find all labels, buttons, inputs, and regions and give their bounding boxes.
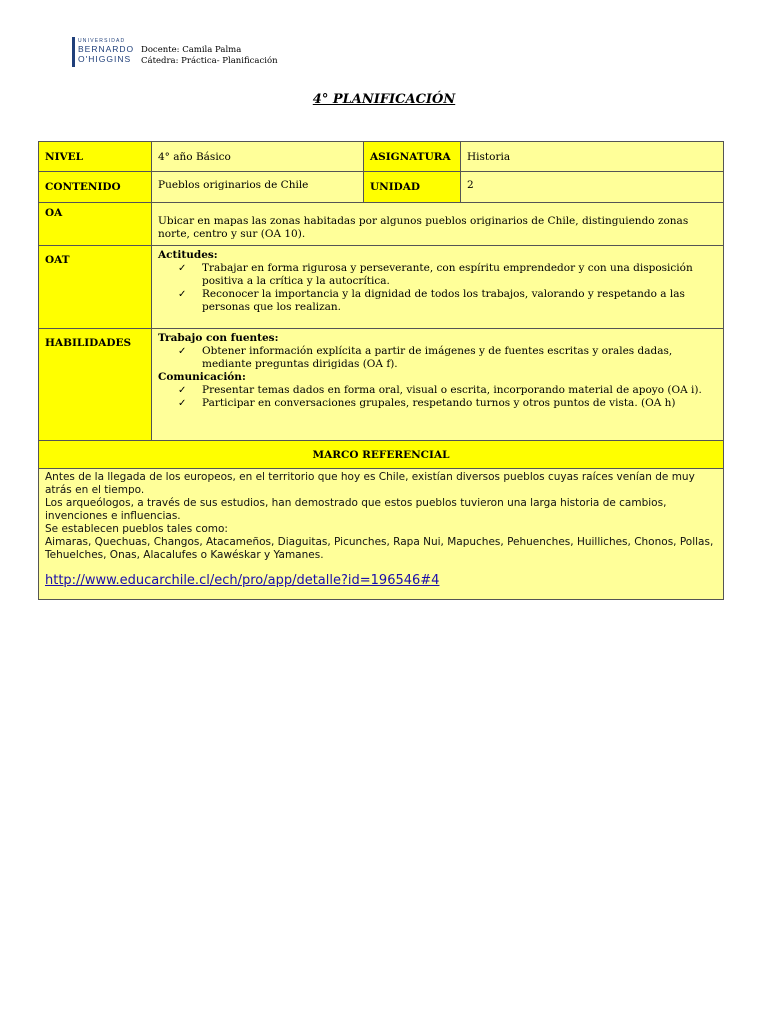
university-logo	[72, 37, 136, 67]
logo-line-3: O'HIGGINS	[78, 54, 132, 64]
oat-item: ✓ Reconocer la importancia y la dignidad de todos los trabajos, valorando y respetando a las personas que los realizan.	[178, 288, 717, 314]
logo-line-1: UNIVERSIDAD	[78, 38, 126, 44]
oa-label: OA	[39, 203, 152, 246]
page-title-text: 4° PLANIFICACIÓN	[312, 92, 456, 107]
hab-list-fuentes	[158, 345, 717, 371]
row-oat	[39, 246, 724, 329]
row-marco-body	[39, 469, 724, 600]
planning-table	[38, 141, 724, 600]
marco-paragraph: Antes de la llegada de los europeos, en el territorio que hoy es Chile, existían diversos pueblos cuyas raíces venían de muy atrás en el tiempo.	[45, 471, 695, 496]
marco-heading: MARCO REFERENCIAL	[39, 441, 724, 469]
oat-list	[158, 262, 717, 314]
hab-heading-comunicacion: Comunicación:	[158, 371, 246, 383]
habilidades-label: HABILIDADES	[39, 329, 152, 441]
unidad-label: UNIDAD	[364, 172, 461, 203]
row-oa	[39, 203, 724, 246]
page-title	[0, 92, 768, 107]
oat-content	[152, 246, 724, 329]
asignatura-label: ASIGNATURA	[364, 142, 461, 172]
docente-text: Docente: Camila Palma	[141, 45, 242, 55]
catedra-text: Cátedra: Práctica- Planificación	[141, 56, 278, 66]
oat-label: OAT	[39, 246, 152, 329]
oat-item: ✓ Trabajar en forma rigurosa y perseverante, con espíritu emprendedor y con una disposición positiva a la crítica y la autocrítica.	[178, 262, 717, 288]
hab-item: ✓ Presentar temas dados en forma oral, visual o escrita, incorporando material de apoyo (OA i).	[178, 384, 717, 397]
hab-list-comunicacion	[158, 384, 717, 410]
habilidades-content	[152, 329, 724, 441]
row-marco-heading	[39, 441, 724, 469]
contenido-value: Pueblos originarios de Chile	[152, 172, 364, 203]
hab-item: ✓ Obtener información explícita a partir de imágenes y de fuentes escritas y orales dadas, mediante preguntas dirigidas (OA f).	[178, 345, 717, 371]
row-habilidades	[39, 329, 724, 441]
oa-value: Ubicar en mapas las zonas habitadas por algunos pueblos originarios de Chile, distinguiendo zonas norte, centro y sur (OA 10).	[152, 203, 724, 246]
nivel-label: NIVEL	[39, 142, 152, 172]
row-contenido	[39, 172, 724, 203]
marco-paragraph: Los arqueólogos, a través de sus estudios, han demostrado que estos pueblos tuvieron una larga historia de cambios, invenciones e influencias.	[45, 497, 667, 522]
logo-bar	[72, 37, 75, 67]
asignatura-value: Historia	[461, 142, 724, 172]
nivel-value: 4° año Básico	[152, 142, 364, 172]
educarchile-link[interactable]: http://www.educarchile.cl/ech/pro/app/detalle?id=196546#4	[45, 573, 440, 588]
row-nivel	[39, 142, 724, 172]
contenido-label: CONTENIDO	[39, 172, 152, 203]
marco-paragraph: Se establecen pueblos tales como:	[45, 523, 228, 535]
logo-line-2: BERNARDO	[78, 44, 135, 54]
hab-item: ✓ Participar en conversaciones grupales, respetando turnos y otros puntos de vista. (OA h)	[178, 397, 717, 410]
unidad-value: 2	[461, 172, 724, 203]
marco-body	[39, 469, 724, 600]
hab-heading-fuentes: Trabajo con fuentes:	[158, 332, 279, 344]
marco-paragraph: Aimaras, Quechuas, Changos, Atacameños, Diaguitas, Picunches, Rapa Nui, Mapuches, Pehuenches, Huilliches, Chonos, Pollas, Tehuelches, Onas, Alacalufes o Kawéskar y Yamanes.	[45, 536, 714, 561]
document-header	[141, 45, 278, 67]
oat-heading: Actitudes:	[158, 249, 218, 261]
